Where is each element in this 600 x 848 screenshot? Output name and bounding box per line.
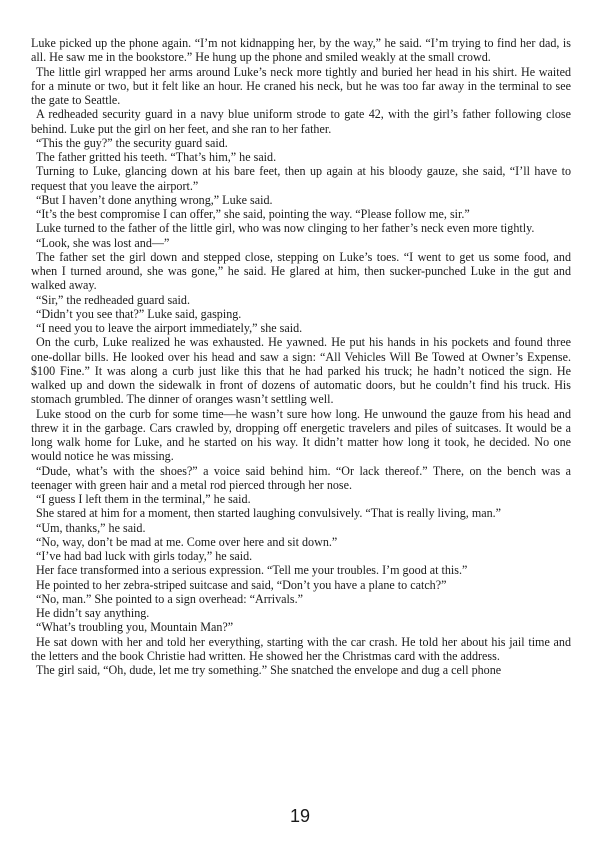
paragraph: Luke stood on the curb for some time—he wasn’t sure how long. He unwound the gauze from his head and threw it in the garbage. Cars crawled by, dropping off energetic travelers and piles of suitcases. It would be a long walk home for Luke, and he started on his way. It didn’t matter how long it took, he decided. No one would notice he was missing. <box>31 406 571 464</box>
paragraph: Luke turned to the father of the little girl, who was now clinging to her father’s neck even more tightly. <box>36 221 535 236</box>
paragraph: Luke picked up the phone again. “I’m not kidnapping her, by the way,” he said. “I’m trying to find her dad, is all. He saw me in the bookstore.” He hung up the phone and smiled weakly at the small crowd. <box>31 36 571 65</box>
paragraph: “No, way, don’t be mad at me. Come over here and sit down.” <box>36 534 338 549</box>
paragraph: On the curb, Luke realized he was exhausted. He yawned. He put his hands in his pockets and found three one-dollar bills. He looked over his head and saw a sign: “All Vehicles Will Be Towed at Owner’s Expense. $100 Fine.” It was along a curb just like this that he had parked his truck; he hadn’t noticed the sign. He walked up and down the sidewalk in front of dozens of automatic doors, but he couldn’t find his truck. His stomach grumbled. The dinner of oranges wasn’t settling well. <box>31 335 571 407</box>
paragraph: “Look, she was lost and—” <box>36 235 170 250</box>
book-page-text <box>31 36 571 677</box>
paragraph: “What’s troubling you, Mountain Man?” <box>36 620 234 635</box>
paragraph: The father gritted his teeth. “That’s him,” he said. <box>36 150 277 164</box>
paragraph: “I need you to leave the airport immediately,” she said. <box>36 321 303 335</box>
paragraph: She stared at him for a moment, then started laughing convulsively. “That is really living, man.” <box>36 506 502 521</box>
paragraph: He pointed to her zebra-striped suitcase and said, “Don’t you have a plane to catch?” <box>36 577 447 592</box>
paragraph: “Didn’t you see that?” Luke said, gasping. <box>36 306 242 321</box>
paragraph: “Sir,” the redheaded guard said. <box>36 292 190 307</box>
page-number: 19 <box>289 806 311 826</box>
paragraph: He didn’t say anything. <box>36 606 150 620</box>
paragraph: The father set the girl down and stepped close, stepping on Luke’s toes. “I went to get us some food, and when I turned around, she was gone,” he said. He glared at him, then sucker-punched Luke in the gut and walked away. <box>31 249 571 293</box>
paragraph: Turning to Luke, glancing down at his bare feet, then up again at his bloody gauze, she said, “I’ll have to request that you leave the airport.” <box>31 164 571 193</box>
paragraph: The girl said, “Oh, dude, let me try something.” She snatched the envelope and dug a cell phone <box>36 663 502 677</box>
paragraph: He sat down with her and told her everything, starting with the car crash. He told her about his jail time and the letters and the book Christie had written. He showed her the Christmas card with the address. <box>31 634 571 663</box>
paragraph: A redheaded security guard in a navy blue uniform strode to gate 42, with the girl’s father following close behind. Luke put the girl on her feet, and she ran to her father. <box>31 107 571 136</box>
paragraph: “No, man.” She pointed to a sign overhead: “Arrivals.” <box>36 591 303 606</box>
paragraph: “Um, thanks,” he said. <box>36 520 146 535</box>
paragraph: “I guess I left them in the terminal,” he said. <box>36 492 251 506</box>
paragraph: “But I haven’t done anything wrong,” Luke said. <box>36 192 273 207</box>
paragraph: “This the guy?” the security guard said. <box>36 135 228 150</box>
paragraph: “It’s the best compromise I can offer,” she said, pointing the way. “Please follow me, sir.” <box>36 207 470 221</box>
paragraph: The little girl wrapped her arms around Luke’s neck more tightly and buried her head in his shirt. He waited for a minute or two, but it felt like an hour. He craned his neck, but he was too far away in the terminal to see the gate to Seattle. <box>31 64 571 107</box>
paragraph: “I’ve had bad luck with girls today,” he said. <box>36 549 253 563</box>
paragraph: “Dude, what’s with the shoes?” a voice said behind him. “Or lack thereof.” There, on the bench was a teenager with green hair and a metal rod pierced through her nose. <box>31 463 571 492</box>
paragraph: Her face transformed into a serious expression. “Tell me your troubles. I’m good at this.” <box>36 563 468 578</box>
